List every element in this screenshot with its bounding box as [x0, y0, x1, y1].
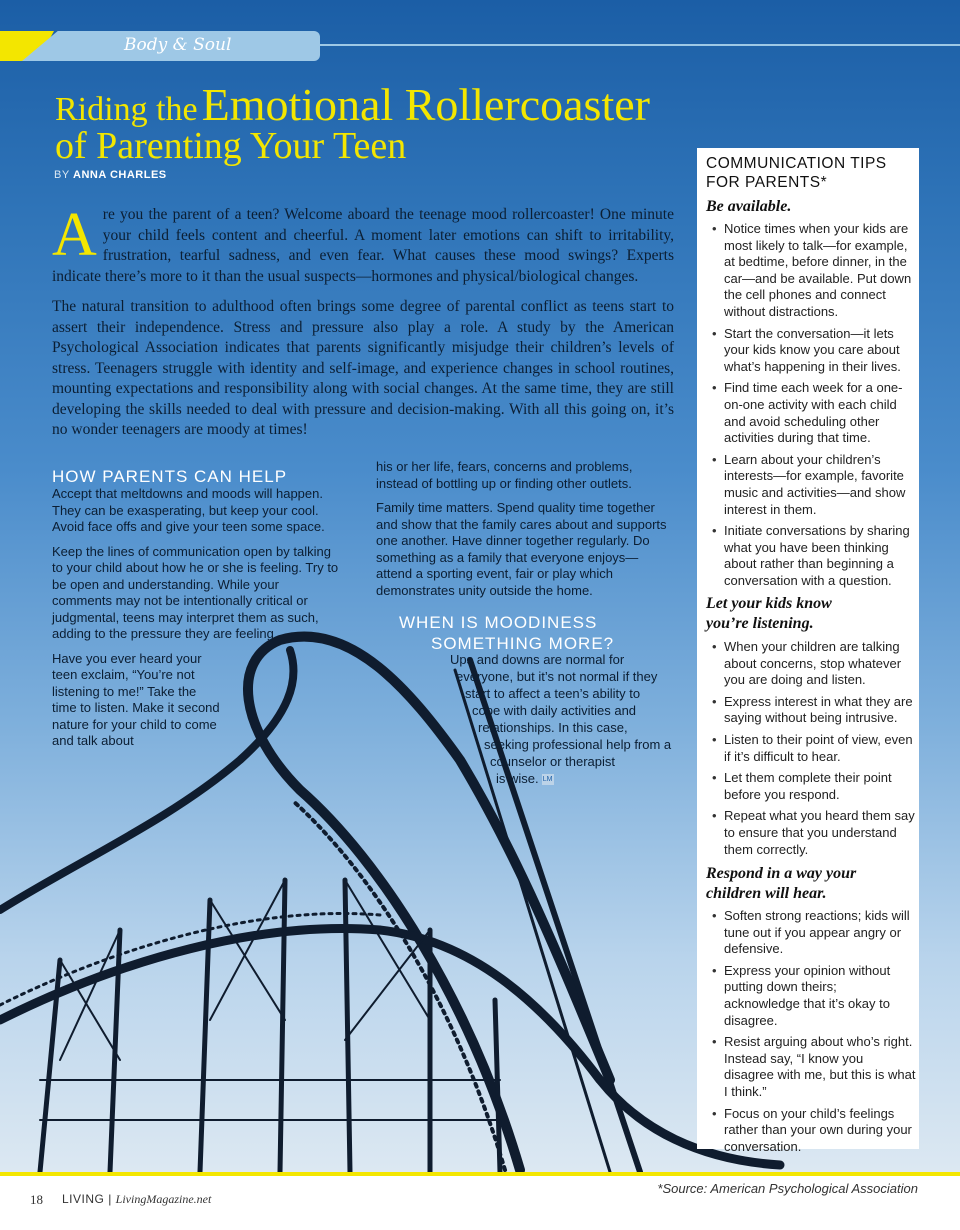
website-link[interactable]: LivingMagazine.net: [115, 1192, 212, 1206]
sidebar-list-item: • Find time each week for a one-on-one activity with each child and avoid scheduling other activities during that time.: [706, 380, 916, 446]
heading-line: Respond in a way your: [706, 865, 857, 882]
moodiness-heading-line1: WHEN IS MOODINESS: [399, 613, 598, 632]
help-paragraph-2: Keep the lines of communication open by talking to your child about how he or she is feeling. Try to be open and understanding. While your comments may not be intentionally critical or judgmental, teens may interpret them as such, adding to the pressure they are feeling.: [52, 543, 339, 641]
moodiness-line: start to affect a teen’s ability to: [465, 686, 641, 701]
header-rule: [320, 44, 960, 46]
moodiness-line: relationships. In this case,: [478, 720, 628, 735]
sidebar-section-heading-2: [706, 594, 832, 634]
article-intro: [52, 201, 674, 451]
publication-name: LIVING: [62, 1192, 105, 1206]
sidebar-list-item: • Repeat what you heard them say to ensure that you understand them correctly.: [706, 808, 916, 858]
byline: [54, 169, 167, 181]
help-heading: HOW PARENTS CAN HELP: [52, 467, 288, 486]
help-paragraph-5: Family time matters. Spend quality time together and show that the family cares about and supports one another. Have dinner together regularly. Do something as a family that everyone enjoys—attend a sporting event, fair or play which demonstrates unity outside the home.: [376, 500, 667, 598]
drop-cap: A: [52, 201, 97, 269]
section-label: Body & Soul: [124, 35, 232, 55]
sidebar-list-item: • Express your opinion without putting down theirs; acknowledge that it’s okay to disagree.: [706, 963, 916, 1029]
intro-paragraph-1: [52, 201, 674, 287]
sidebar-list-item: • Learn about your children’s interests—for example, favorite music and activities—and show interest in them.: [706, 452, 916, 518]
moodiness-line: counselor or therapist: [490, 754, 616, 769]
moodiness-line: everyone, but it’s not normal if they: [456, 669, 658, 684]
tips-sidebar: [697, 148, 919, 1154]
sidebar-title: [706, 154, 887, 192]
moodiness-line: cope with daily activities and: [472, 703, 637, 718]
footer-separator: |: [108, 1192, 112, 1206]
moodiness-text: [0, 651, 680, 787]
moodiness-heading-line2: SOMETHING MORE?: [431, 634, 615, 653]
sidebar-title-line1: COMMUNICATION TIPS: [706, 155, 887, 172]
page-number: 18: [30, 1192, 43, 1207]
sidebar-list-item: • Resist arguing about who’s right. Instead say, “I know you disagree with me, but this is what I think.”: [706, 1034, 916, 1100]
intro-paragraph-1-text: re you the parent of a teen? Welcome aboard the teenage mood rollercoaster! One minute your child feels content and cheerful. A moment later emotions can shift to irritability, frustration, tearful sadness, and even fear. What causes these mood swings? Experts indicate there’s more to it than the usual suspects—hormones and physical/biological changes.: [52, 206, 674, 285]
help-paragraph-3: Have you ever heard your teen exclaim, “You’re not listening to me!” Take the time to listen. Make it second nature for your child to come and talk about: [52, 650, 220, 748]
help-column-2: [376, 459, 672, 607]
moodiness-line: seeking professional help from a: [484, 737, 672, 752]
moodiness-line: [496, 770, 680, 787]
sidebar-list-item: • Let them complete their point before you respond.: [706, 770, 916, 803]
sidebar-list-item: • Initiate conversations by sharing what you have been thinking about rather than beginning a conversation with a question.: [706, 523, 916, 589]
sidebar-list-item: • Focus on your child’s feelings rather than your own during your conversation.: [706, 1106, 916, 1156]
footer-rule: [0, 1172, 960, 1176]
sidebar-list-item: • Soften strong reactions; kids will tune out if you appear angry or defensive.: [706, 908, 916, 958]
sidebar-list-2: [706, 639, 916, 863]
sidebar-list-3: [706, 908, 916, 1160]
heading-line: Let your kids know: [706, 595, 832, 612]
intro-paragraph-2: The natural transition to adulthood often brings some degree of parental conflict as teens start to assert their independence. Stress and pressure also play a role. A study by the American Psychological Association indicates that parents significantly misjudge their children’s levels of stress. Teenagers struggle with identity and self-image, and experience changes in school routines, mounting expectations and responsibility along with social changes. At the same time, they are still developing the skills needed to deal with pressure and decision-making. With all this going on, it’s no wonder teenagers are moody at times!: [52, 298, 674, 438]
publication-footer: [62, 1192, 211, 1207]
sidebar-list-item: • When your children are talking about concerns, stop whatever you are doing and listen.: [706, 639, 916, 689]
title-big-text: Emotional Rollercoaster: [201, 79, 650, 130]
heading-line: you’re listening.: [706, 615, 814, 632]
sidebar-list-item: • Listen to their point of view, even if it’s difficult to hear.: [706, 732, 916, 765]
title-small-text: Riding the: [55, 91, 198, 128]
sidebar-section-heading-3: [706, 864, 856, 904]
sidebar-section-heading-1: Be available.: [706, 198, 792, 215]
sidebar-list-item: • Express interest in what they are saying without being intrusive.: [706, 694, 916, 727]
sidebar-list-item: • Notice times when your kids are most likely to talk—for example, at bedtime, before dinner, in the car—and be available. Put down the cell phones and connect without distractions.: [706, 221, 916, 321]
help-paragraph-4: his or her life, fears, concerns and problems, instead of bottling up or finding other outlets.: [376, 459, 633, 491]
moodiness-line: Ups and downs are normal for: [450, 652, 625, 667]
moodiness-last-line: is wise.: [496, 771, 539, 786]
source-note: *Source: American Psychological Association: [657, 1181, 918, 1196]
heading-line: children will hear.: [706, 885, 827, 902]
end-mark-icon: LM: [542, 776, 553, 784]
section-tab: [0, 31, 320, 61]
sidebar-title-line2: FOR PARENTS*: [706, 174, 828, 191]
article-title-line2: of Parenting Your Teen: [55, 125, 407, 167]
byline-author: ANNA CHARLES: [73, 169, 167, 181]
sidebar-list-1: [706, 221, 916, 594]
help-paragraph-1: Accept that meltdowns and moods will happen. They can be exasperating, but keep your cool. Avoid face offs and give your teen some space.: [52, 486, 325, 534]
byline-prefix: BY: [54, 169, 70, 181]
sidebar-list-item: • Start the conversation—it lets your kids know you care about what’s happening in their lives.: [706, 326, 916, 376]
